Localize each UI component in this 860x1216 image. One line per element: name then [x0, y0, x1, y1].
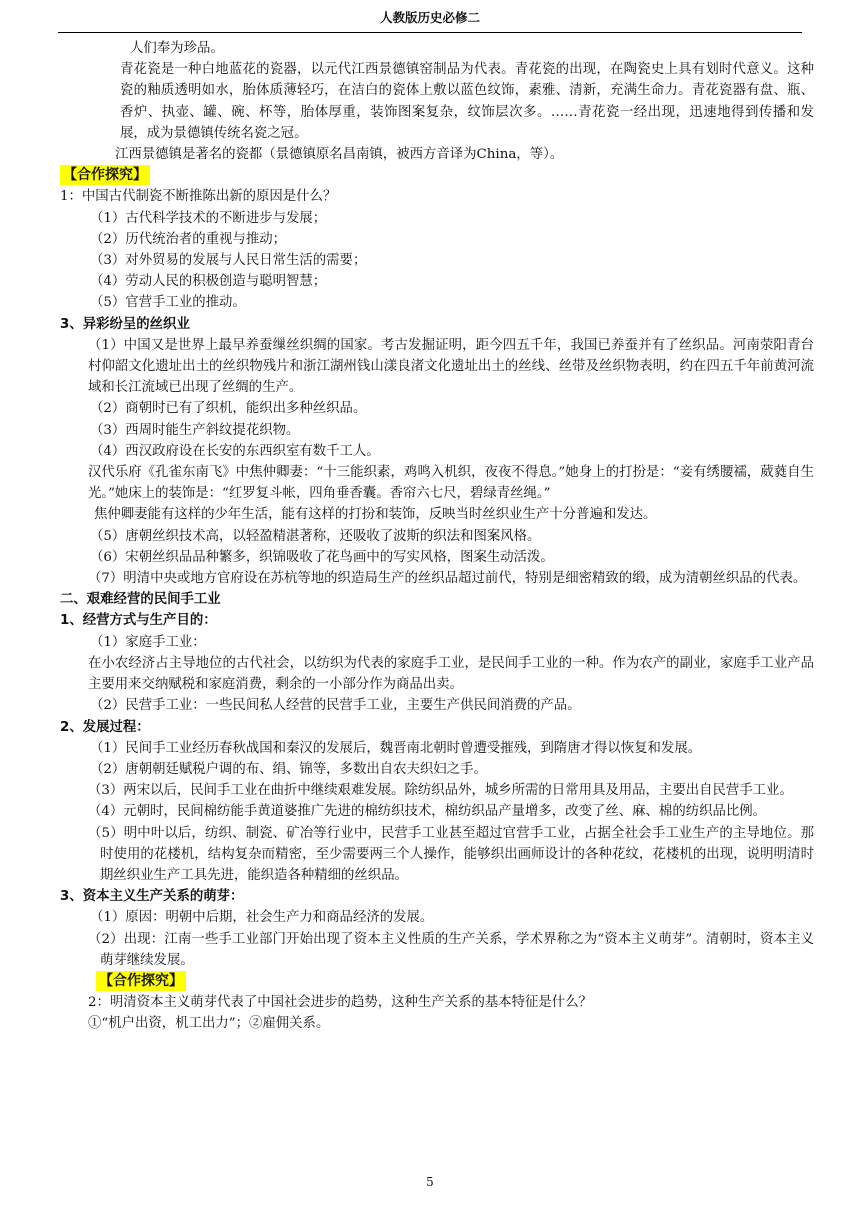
silk-paragraph-1: [60, 335, 814, 399]
explore-1-tag-row: [60, 165, 814, 186]
section-2-heading: 二、艰难经营的民间手工业: [60, 592, 221, 608]
explore-2-answer: ①“机户出资，机工出力”；②雇佣关系。: [88, 1016, 330, 1032]
silk-heading: 3、异彩纷呈的丝织业: [60, 316, 190, 332]
section-2-sub-3-a: （1）原因：明朝中后期，社会生产力和商品经济的发展。: [90, 910, 434, 926]
explore-1-answer-5: （5）官营手工业的推动。: [90, 295, 246, 311]
section-2-sub-2-item-4: （4）元朝时，民间棉纺能手黄道婆推广先进的棉纺织技术，棉纺织品产量增多，改变了丝、麻、棉的纺织品比例。: [88, 804, 767, 820]
silk-paragraph-8: （6）宋朝丝织品品种繁多，织锦吸收了花鸟画中的写实风格，图案生动活泼。: [90, 549, 554, 565]
silk-paragraph-6: 焦仲卿妻能有这样的少年生活，能有这样的打扮和装饰，反映当时丝织业生产十分普遍和发达。: [94, 507, 657, 523]
silk-paragraph-5: 汉代乐府《孔雀东南飞》中焦仲卿妻：“十三能织素，鸡鸣入机织，夜夜不得息。”她身上的打扮是：“妾有绣腰襦，葳蕤自生光。”她床上的装饰是：“红罗复斗帐，四角垂香囊。香帘六七尺，碧绿青丝绳。”: [88, 465, 814, 502]
section-2-sub-2-item-1: （1）民间手工业经历春秋战国和秦汉的发展后，魏晋南北朝时曾遭受摧残，到隋唐才得以恢复和发展。: [90, 740, 702, 756]
section-2-sub-3-heading: 3、资本主义生产关系的萌芽：: [60, 889, 244, 905]
page-number: 5: [426, 1175, 434, 1189]
silk-paragraph-3: （3）西周时能生产斜纹提花织物。: [90, 422, 300, 438]
explore-1-answer-4: （4）劳动人民的积极创造与聪明智慧；: [90, 274, 327, 290]
silk-paragraph-7: （5）唐朝丝织技术高，以轻盈精湛著称，还吸收了波斯的织法和图案风格。: [90, 528, 541, 544]
explore-1-answer-1: （1）古代科学技术的不断进步与发展；: [90, 210, 327, 226]
section-2-sub-1-c: （2）民营手工业：一些民间私人经营的民营手工业，主要生产供民间消费的产品。: [90, 698, 581, 714]
explore-2-tag-row: [60, 971, 814, 992]
explore-2-tag: 【合作探究】: [96, 971, 186, 991]
header-rule: [58, 32, 802, 33]
page-content: [60, 38, 814, 1035]
section-2-sub-1-heading: 1、经营方式与生产目的：: [60, 613, 217, 629]
intro-paragraph: 青花瓷是一种白地蓝花的瓷器，以元代江西景德镇窑制品为代表。青花瓷的出现，在陶瓷史上具有划时代意义。这种瓷的釉质透明如水，胎体质薄轻巧，在洁白的瓷体上敷以蓝色纹饰，素雅、清新，充满生命力。青花瓷器有盘、瓶、香炉、执壶、罐、碗、杯等，胎体厚重，装饰图案复杂，纹饰层次多。……青花瓷一经出现，迅速地得到传播和发展，成为景德镇传统名瓷之冠。: [120, 62, 814, 141]
section-2-sub-2-item-2: （2）唐朝朝廷赋税户调的布、绢、锦等，多数出自农夫织妇之手。: [90, 761, 487, 777]
section-2-sub-2-heading: 2、发展过程：: [60, 719, 150, 735]
explore-1-answer-3: （3）对外贸易的发展与人民日常生活的需要；: [90, 253, 367, 269]
intro-line-1: 人们奉为珍品。: [130, 41, 224, 56]
silk-paragraph-9: （7）明清中央或地方官府设在苏杭等地的织造局生产的丝织品超过前代，特别是细密精致的缎，成为清朝丝织品的代表。: [88, 571, 807, 587]
section-2-sub-3-b: （2）出现：江南一些手工业部门开始出现了资本主义性质的生产关系，学术界称之为“资本主义萌芽”。清朝时，资本主义萌芽继续发展。: [88, 931, 814, 968]
page-header: 人教版历史必修二: [379, 10, 480, 25]
silk-paragraph-1-text: （1）中国又是世界上最早养蚕缫丝织绸的国家。考古发掘证明，距今四五千年，我国已养蚕并有了丝织品。河南荥阳青台村仰韶文化遗址出土的丝织物残片和浙江湖州钱山漾良渚文化遗址出土的丝线、丝带及丝织物表明，约在四五千年前黄河流域和长江流域已出现了丝绸的生产。: [88, 337, 814, 396]
explore-1-question: 1：中国古代制瓷不断推陈出新的原因是什么？: [60, 189, 337, 205]
section-2-sub-2-item-3: （3）两宋以后，民间手工业在曲折中继续艰难发展。除纺织品外，城乡所需的日常用具及用品，主要出自民营手工业。: [88, 783, 793, 799]
silk-paragraph-4: （4）西汉政府设在长安的东西织室有数千工人。: [90, 443, 380, 459]
explore-1-tag: 【合作探究】: [60, 165, 150, 185]
section-2-sub-1-b: 在小农经济占主导地位的古代社会，以纺织为代表的家庭手工业，是民间手工业的一种。作为农产的副业，家庭手工业产品主要用来交纳赋税和家庭消费，剩余的一小部分作为商品出卖。: [88, 655, 814, 693]
intro-line-3: 江西景德镇是著名的瓷都（景德镇原名昌南镇，被西方音译为China，等）。: [115, 147, 564, 163]
explore-1-answer-2: （2）历代统治者的重视与推动；: [90, 231, 286, 247]
section-2-sub-2-item-5: （5）明中叶以后，纺织、制瓷、矿冶等行业中，民营手工业甚至超过官营手工业，占据全社会手工业生产的主导地位。那时使用的花楼机，结构复杂而精密，至少需要两三个人操作，能够织出画师设计的各种花纹，花楼机的出现，说明明清时期丝织业生产工具先进，能织造各种精细的丝织品。: [88, 825, 814, 883]
explore-2-question: 2：明清资本主义萌芽代表了中国社会进步的趋势，这种生产关系的基本特征是什么？: [88, 995, 592, 1011]
silk-paragraph-2: （2）商朝时已有了织机，能织出多种丝织品。: [90, 401, 367, 417]
section-2-sub-1-a: （1）家庭手工业：: [90, 634, 206, 650]
